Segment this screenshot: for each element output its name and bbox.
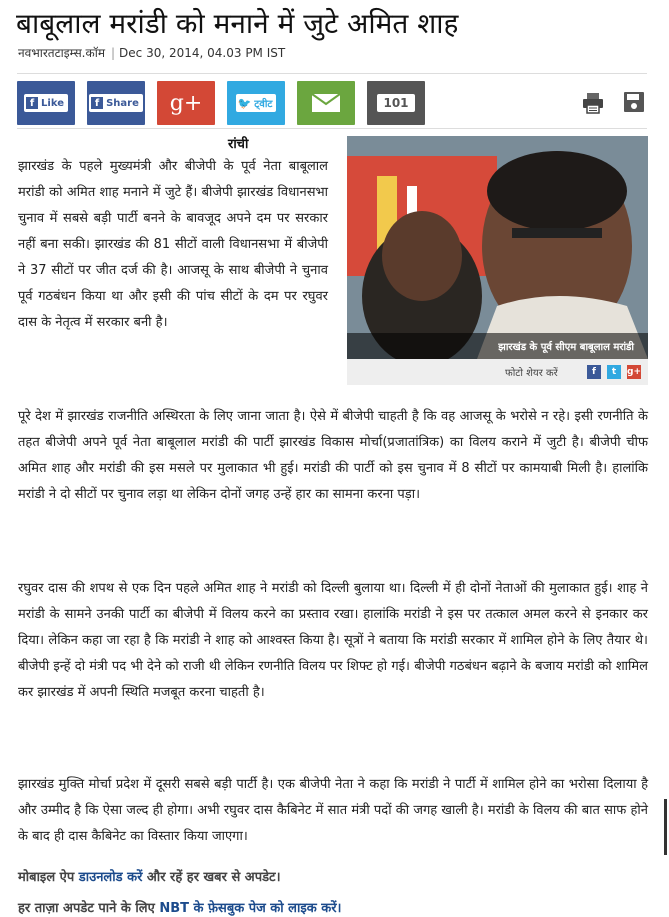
like-label: Like: [41, 97, 64, 109]
article-meta: [18, 44, 285, 61]
save-icon[interactable]: [622, 90, 646, 114]
photo-image: [347, 136, 648, 359]
facebook-page-link[interactable]: NBT के फ़ेसबुक पेज को लाइक करें।: [159, 901, 342, 916]
article-paragraph-2: पूरे देश में झारखंड राजनीति अस्थिरता के लिए जाना जाता है। ऐसे में बीजेपी चाहती है कि वह आजसू के भरोसे न रहे। इसी रणनीति के तहत बीजेपी अपने पूर्व नेता बाबूलाल मरांडी की पार्टी झारखंड विकास मोर्चा(प्रजातांत्रिक) का विलय कराने में जुटी है। बीजेपी चीफ अमित शाह और मरांडी की इस मसले पर मुलाकात भी हुई। मरांडी की पार्टी को इस चुनाव में 8 सीटों पर कामयाबी मिली है। हालांकि मरांडी ने दो सीटों पर चुनाव लड़ा था लेकिन दोनों जगह उन्हें हार का सामना करना पड़ा।: [18, 409, 648, 502]
facebook-like-button[interactable]: [17, 81, 75, 125]
tweet-button[interactable]: [227, 81, 285, 125]
facebook-promo-line: [18, 898, 341, 916]
photo-caption: झारखंड के पूर्व सीएम बाबूलाल मरांडी: [498, 342, 634, 353]
email-button[interactable]: [297, 81, 355, 125]
photo-share-bar: [347, 359, 648, 385]
photo-twitter-icon[interactable]: t: [607, 365, 621, 379]
tweet-label: ट्वीट: [254, 99, 273, 110]
share-toolbar: [17, 81, 649, 125]
app-prefix: मोबाइल ऐप: [18, 870, 79, 885]
comments-button[interactable]: [367, 81, 425, 125]
publish-date: Dec 30, 2014, 04.03 PM IST: [119, 46, 286, 60]
twitter-bird-icon: 🐦: [237, 96, 252, 110]
scrollbar-thumb[interactable]: [664, 799, 667, 855]
mail-icon: [311, 93, 341, 113]
share-label: Share: [106, 97, 139, 109]
top-divider: [17, 73, 647, 74]
share-divider: [17, 128, 647, 129]
comment-count: 101: [377, 94, 414, 112]
article-photo[interactable]: [347, 136, 648, 359]
source-name[interactable]: नवभारतटाइम्स.कॉम: [18, 46, 105, 60]
print-icon[interactable]: [581, 91, 605, 115]
app-download-line: [18, 867, 281, 885]
article-intro: झारखंड के पहले मुख्यमंत्री और बीजेपी के पूर्व नेता बाबूलाल मरांडी को अमित शाह मनाने में जुटे हैं। बीजेपी झारखंड विधानसभा चुनाव में सबसे बड़ी पार्टी बनने के बावजूद अपने दम पर सरकार नहीं बना सकी। झारखंड की 81 सीटों वाली विधानसभा में बीजेपी ने 37 सीटों पर जीत दर्ज की है। आजसू के साथ बीजेपी ने चुनाव पूर्व गठबंधन किया था और इसी की पांच सीटों के दम पर रघुवर दास के नेतृत्व में सरकार बनी है।: [18, 159, 328, 330]
facebook-share-button[interactable]: [87, 81, 145, 125]
meta-separator: |: [111, 46, 116, 60]
google-plus-icon: g+: [169, 90, 203, 116]
photo-share-label: फोटो शेयर करें: [505, 368, 558, 379]
photo-facebook-icon[interactable]: f: [587, 365, 601, 379]
google-plus-button[interactable]: [157, 81, 215, 125]
facebook-icon: f: [91, 97, 103, 109]
facebook-icon: f: [26, 97, 38, 109]
article-paragraph-4: झारखंड मुक्ति मोर्चा प्रदेश में दूसरी सबसे बड़ी पार्टी है। एक बीजेपी नेता ने कहा कि मरांडी ने पार्टी में शामिल होने का भरोसा दिलाया है और उम्मीद है कि ऐसा जल्द ही होगा। अभी रघुवर दास कैबिनेट में सात मंत्री पदों की जगह खाली है। मरांडी के विलय की बात साफ होने के बाद ही दास कैबिनेट का विस्तार किया जाएगा।: [18, 777, 648, 844]
dateline: रांची: [228, 137, 249, 152]
article-paragraph-3: रघुवर दास की शपथ से एक दिन पहले अमित शाह ने मरांडी को दिल्ली बुलाया था। दिल्ली में ही दोनों नेताओं की मुलाकात हुई। शाह ने मरांडी के सामने उनकी पार्टी का बीजेपी में विलय करने का प्रस्ताव रखा। हालांकि मरांडी ने इस पर तत्काल अमल करने से इनकार कर दिया। लेकिन कहा जा रहा है कि मरांडी ने शाह को आश्वस्त किया है। सूत्रों ने बताया कि मरांडी सरकार में शामिल होने के लिए तैयार थे। बीजेपी इन्हें दो मंत्री पद भी देने को राजी थी लेकिन रणनीति विलय पर शिफ्ट हो गई। बीजेपी गठबंधन बढ़ाने के बजाय मरांडी को शामिल कर झारखंड में अपनी स्थिति मजबूत करना चाहती है।: [18, 581, 648, 700]
fb-prefix: हर ताज़ा अपडेट पाने के लिए: [18, 901, 160, 916]
app-suffix: और रहें हर खबर से अपडेट।: [142, 870, 281, 885]
app-download-link[interactable]: डाउनलोड करें: [78, 870, 143, 885]
photo-caption-bar: [347, 333, 648, 359]
article-headline: बाबूलाल मरांडी को मनाने में जुटे अमित शाह: [16, 7, 459, 40]
photo-gplus-icon[interactable]: g+: [627, 367, 641, 377]
